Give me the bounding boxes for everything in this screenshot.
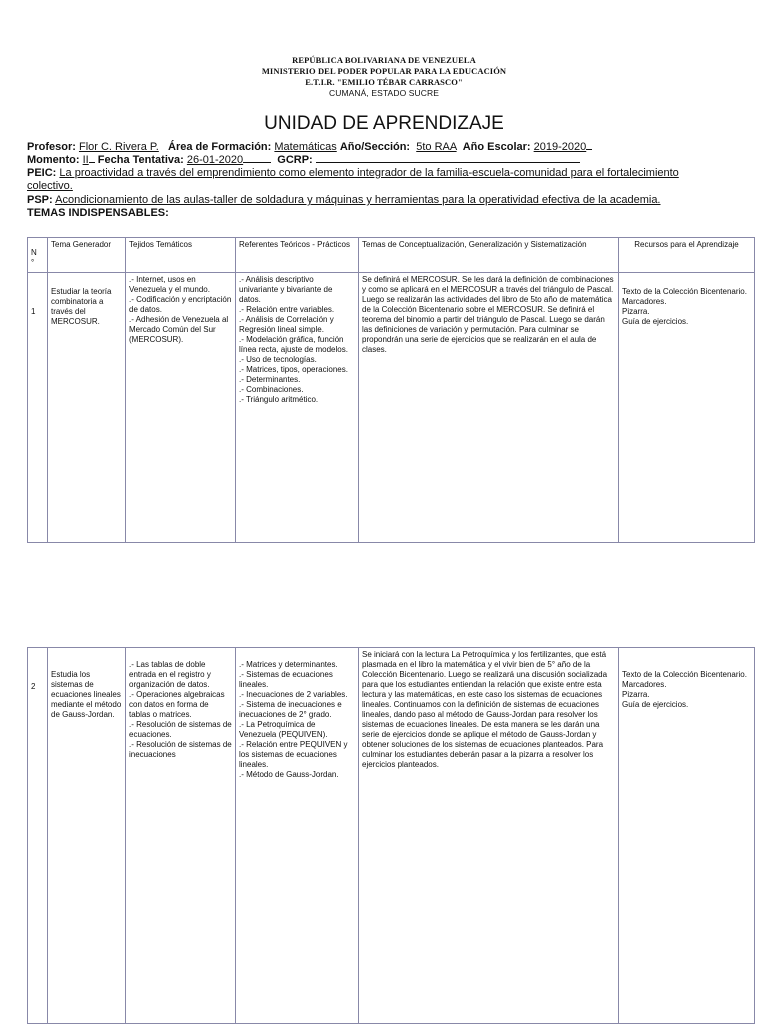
list-item: .- Triángulo aritmético. — [239, 395, 319, 404]
list-item: .- Las tablas de doble entrada en el registro y organización de datos. — [129, 660, 211, 689]
header-republic: REPÚBLICA BOLIVARIANA DE VENEZUELA — [292, 55, 476, 65]
list-item: .- Método de Gauss-Jordan. — [239, 770, 339, 779]
psp-value: Acondicionamiento de las aulas-taller de soldadura y máquinas y herramientas para la operatividad efectiva de la academia. — [55, 194, 661, 206]
area-label: Área de Formación: — [168, 141, 272, 153]
list-item: .- Relación entre PEQUIVEN y los sistemas de ecuaciones lineales. — [239, 740, 348, 769]
row-tejidos — [126, 273, 236, 543]
list-item: Marcadores. — [622, 297, 667, 306]
row-number: 2 — [28, 648, 48, 1024]
row-temas: Se iniciará con la lectura La Petroquímica y los fertilizantes, que está plasmada en el libro la matemática y el vivir bien de 5° año de la Colección Bicentenario. Luego se realizará una discusión socializada para que los estudiantes entiendan la relación que existe entre esta lectura y las matemáticas, en este caso los sistemas de ecuaciones lineales. Continuamos con la definición de sistemas de ecuaciones lineales, dando paso al método de Gauss-Jordan para resolver los sistemas de ecuaciones lineales. De esta manera se les darán una serie de ejercicios donde se aplique el método de Gauss-Jordan y obtener soluciones de los sistemas de ecuaciones planteados. Para culminar los estudiantes deberán pasar a la pizarra a resolver los ejercicios planteados. — [359, 648, 619, 1024]
header-tejidos: Tejidos Temáticos — [126, 238, 236, 273]
fecha-value: 26-01-2020 — [186, 154, 244, 166]
info-row-temas — [27, 207, 169, 219]
list-item: .- Adhesión de Venezuela al Mercado Común del Sur (MERCOSUR). — [129, 315, 229, 344]
list-item: Texto de la Colección Bicentenario. — [622, 287, 747, 296]
list-item: Pizarra. — [622, 307, 650, 316]
table-header-row — [28, 238, 755, 273]
row-recursos — [619, 648, 755, 1024]
list-item: Guía de ejercicios. — [622, 700, 689, 709]
list-item: .- Uso de tecnologías. — [239, 355, 317, 364]
peic-value: La proactividad a través del emprendimiento como elemento integrador de la familia-escuela-comunidad para el fortalecimiento — [59, 167, 679, 179]
list-item: .- Inecuaciones de 2 variables. — [239, 690, 348, 699]
header-location: CUMANÁ, ESTADO SUCRE — [329, 88, 439, 98]
table-row — [28, 273, 755, 543]
list-item: .- Resolución de sistemas de ecuaciones. — [129, 720, 232, 739]
list-item: .- Matrices y determinantes. — [239, 660, 338, 669]
info-row-peic — [27, 167, 679, 179]
list-item: .- Combinaciones. — [239, 385, 304, 394]
list-item: .- Codificación y encriptación de datos. — [129, 295, 232, 314]
list-item: .- La Petroquímica de Venezuela (PEQUIVEN). — [239, 720, 328, 739]
gcrp-blank — [316, 153, 580, 163]
unit-table-2 — [27, 647, 755, 1024]
psp-label: PSP: — [27, 194, 53, 206]
header-school: E.T.I.R. "EMILIO TÉBAR CARRASCO" — [305, 77, 463, 87]
header-recursos: Recursos para el Aprendizaje — [619, 238, 755, 273]
header-n-text: N ° — [31, 248, 37, 267]
header-referentes: Referentes Teóricos - Prácticos — [236, 238, 359, 273]
list-item: .- Matrices, tipos, operaciones. — [239, 365, 348, 374]
escolar-value: 2019-2020 — [533, 141, 587, 153]
profesor-value: Flor C. Rivera P. — [78, 141, 159, 153]
info-row-profesor — [27, 140, 592, 153]
header-n — [28, 238, 48, 273]
temas-label: TEMAS INDISPENSABLES: — [27, 207, 169, 219]
info-row-momento — [27, 153, 580, 166]
profesor-label: Profesor: — [27, 141, 76, 153]
list-item: .- Sistema de inecuaciones e inecuaciones de 2° grado. — [239, 700, 342, 719]
peic-value-cont: colectivo. — [27, 180, 73, 192]
header-temas: Temas de Conceptualización, Generalización y Sistematización — [359, 238, 619, 273]
table-row — [28, 648, 755, 1024]
escolar-label: Año Escolar: — [462, 141, 531, 153]
list-item: .- Determinantes. — [239, 375, 301, 384]
row-temas: Se definirá el MERCOSUR. Se les dará la definición de combinaciones y como se aplicará en el MERCOSUR a través del triángulo de Pascal. Luego se realizarán las actividades del libro de 5to año de matemática de la Colección Bicentenario sobre el MERCOSUR. Se definirá el teorema del binomio a partir del triángulo de Pascal. Luego se darán las definiciones de variación y permutación. Para culminar se propondrán una serie de ejercicios que se realizarán en el aula de clases. — [359, 273, 619, 543]
list-item: .- Resolución de sistemas de inecuaciones — [129, 740, 232, 759]
list-item: .- Relación entre variables. — [239, 305, 335, 314]
area-value: Matemáticas — [274, 141, 337, 153]
peic-label: PEIC: — [27, 167, 57, 179]
seccion-label: Año/Sección: — [339, 141, 411, 153]
row-tejidos — [126, 648, 236, 1024]
list-item: .- Análisis de Correlación y Regresión lineal simple. — [239, 315, 334, 334]
list-item: Marcadores. — [622, 680, 667, 689]
row-tema: Estudiar la teoría combinatoria a través del MERCOSUR. — [48, 273, 126, 543]
list-item: Pizarra. — [622, 690, 650, 699]
list-item: .- Internet, usos en Venezuela y el mundo. — [129, 275, 210, 294]
row-number: 1 — [28, 273, 48, 543]
list-item: .- Modelación gráfica, función línea recta, ajuste de modelos. — [239, 335, 348, 354]
header-tema: Tema Generador — [48, 238, 126, 273]
list-item: .- Operaciones algebraicas con datos en forma de tablas o matrices. — [129, 690, 225, 719]
list-item: .- Análisis descriptivo univariante y bivariante de datos. — [239, 275, 333, 304]
info-row-psp — [27, 194, 661, 206]
row-referentes — [236, 648, 359, 1024]
momento-value: II — [82, 154, 89, 166]
row-tema: Estudia los sistemas de ecuaciones lineales mediante el método de Gauss-Jordan. — [48, 648, 126, 1024]
seccion-value: 5to RAA — [416, 141, 457, 153]
momento-label: Momento: — [27, 154, 80, 166]
row-recursos — [619, 273, 755, 543]
page-title: UNIDAD DE APRENDIZAJE — [264, 113, 504, 134]
list-item: Texto de la Colección Bicentenario. — [622, 670, 747, 679]
info-row-peic-cont — [27, 180, 73, 192]
fecha-label: Fecha Tentativa: — [97, 154, 184, 166]
unit-table-1 — [27, 237, 755, 543]
row-referentes — [236, 273, 359, 543]
gcrp-label: GCRP: — [277, 154, 313, 166]
list-item: Guía de ejercicios. — [622, 317, 689, 326]
header-ministry: MINISTERIO DEL PODER POPULAR PARA LA EDUCACIÓN — [261, 66, 507, 76]
list-item: .- Sistemas de ecuaciones lineales. — [239, 670, 333, 689]
